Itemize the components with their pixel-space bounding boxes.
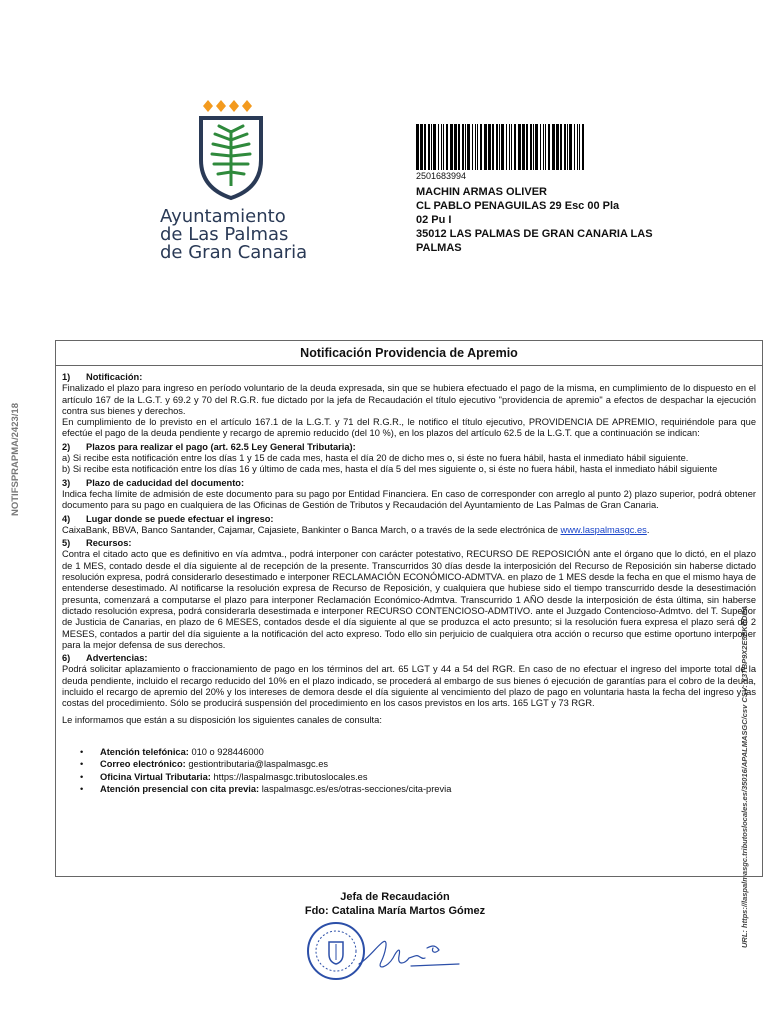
barcode-bar: [518, 124, 521, 170]
barcode-bar: [579, 124, 580, 170]
notification-title: Notificación Providencia de Apremio: [56, 341, 762, 366]
barcode-bar: [443, 124, 444, 170]
barcode-bar: [488, 124, 491, 170]
barcode-bar: [530, 124, 532, 170]
barcode-bar: [548, 124, 550, 170]
signer-role: Jefa de Recaudación: [340, 891, 450, 903]
logo-wordmark: [160, 208, 310, 262]
signer-name: Fdo: Catalina María Martos Gómez: [304, 905, 486, 917]
barcode-bar: [556, 124, 559, 170]
barcode-bar: [535, 124, 538, 170]
barcode-bar: [560, 124, 562, 170]
barcode-bar: [428, 124, 430, 170]
signature-block: [0, 890, 768, 918]
barcode-bar: [545, 124, 546, 170]
barcode-bar: [540, 124, 541, 170]
channel-email: • Correo electrónico: gestiontributaria@laspalmasgc.es: [80, 758, 756, 771]
barcode-bar: [514, 124, 516, 170]
barcode-bar: [472, 124, 473, 170]
barcode-bar: [441, 124, 442, 170]
barcode-bar: [462, 124, 464, 170]
channel-virtual-office: • Oficina Virtual Tributaria: https://laspalmasgc.tributoslocales.es: [80, 771, 756, 784]
barcode-bar: [582, 124, 584, 170]
barcode-bar: [501, 124, 504, 170]
barcode-bar: [454, 124, 457, 170]
address-unit: 02 Pu I: [416, 214, 452, 226]
channels-intro: Le informamos que están a su disposición los siguientes canales de consulta:: [62, 714, 382, 725]
recipient-name: MACHIN ARMAS OLIVER: [416, 186, 547, 198]
barcode-bar: [552, 124, 555, 170]
barcode-bar: [450, 124, 453, 170]
barcode-bar: [446, 124, 448, 170]
handwritten-signature-icon: [355, 928, 465, 978]
barcode-bar: [543, 124, 544, 170]
barcode-bar: [564, 124, 566, 170]
verification-url: URL: https://laspalmasgc.tributoslocales.es/35016/APALMASGC/csv CSV: Y3TBP9X2E5FKCDPA: [740, 605, 749, 948]
barcode-bar: [484, 124, 487, 170]
coat-of-arms-icon: [195, 98, 267, 202]
barcode-bar: [569, 124, 572, 170]
barcode: [416, 124, 588, 170]
channel-phone: • Atención telefónica: 010 o 928446000: [80, 746, 756, 759]
section-2-item-a: a) Si recibe esta notificación entre los días 1 y 15 de cada mes, hasta el día 20 de dicho mes o, si éste no fuera hábil, hasta el inmediato hábil siguiente.: [62, 453, 689, 464]
barcode-bar: [526, 124, 528, 170]
ayuntamiento-logo: [160, 98, 308, 268]
address-city-2: PALMAS: [416, 242, 462, 254]
barcode-bar: [431, 124, 432, 170]
barcode-bar: [492, 124, 494, 170]
address-street: CL PABLO PENAGUILAS 29 Esc 00 Pla: [416, 200, 620, 212]
barcode-bar: [480, 124, 482, 170]
barcode-bar: [420, 124, 423, 170]
section-6-paragraph: Podrá solicitar aplazamiento o fraccionamiento de pago en los términos del art. 65 LGT y 44 a 54 del RGR. En caso de no efectuar el ingreso del importe total de la deuda pendiente, incluido el recargo reducido del 10% en el plazo indicado, se procederá al embargo de sus bienes ó ejecución de garantías para el cobro de la deuda, incluido el recargo de apremio del 20% y los intereses de demora desde el día siguiente al vencimiento del plazo de pago en voluntaria hasta la fecha del ingreso y las costas del procedimiento. Sólo se producirá suspensión del procedimiento en los casos previstos en los arts. 165 LGT y 73 RGR.: [62, 664, 756, 709]
section-3-title: 3) Plazo de caducidad del documento:: [62, 477, 245, 488]
barcode-bar: [522, 124, 525, 170]
section-2-item-b: b) Si recibe esta notificación entre los días 16 y último de cada mes, hasta el día 5 del mes siguiente o, si éste no fuera hábil, hasta el inmediato hábil siguiente: [62, 464, 718, 475]
section-1-title: 1) Notificación:: [62, 372, 143, 382]
barcode-bar: [477, 124, 478, 170]
barcode-bar: [465, 124, 466, 170]
barcode-bar: [577, 124, 578, 170]
barcode-bar: [574, 124, 575, 170]
logo-line-2: de Las Palmas: [160, 224, 289, 245]
barcode-number: 2501683994: [416, 171, 467, 181]
sede-electronica-link[interactable]: www.laspalmasgc.es: [560, 524, 647, 535]
barcode-bar: [467, 124, 470, 170]
barcode-bar: [433, 124, 436, 170]
barcode-bar: [533, 124, 534, 170]
barcode-bar: [511, 124, 512, 170]
barcode-bar: [424, 124, 426, 170]
logo-line-3: de Gran Canaria: [160, 242, 308, 263]
channel-appointment: • Atención presencial con cita previa: laspalmasgc.es/es/otras-secciones/cita-previa: [80, 783, 756, 796]
section-6-title: 6) Advertencias:: [62, 653, 148, 664]
barcode-bar: [499, 124, 500, 170]
section-3-paragraph: Indica fecha límite de admisión de este documento para su pago por Entidad Financiera. En caso de corresponder con arreglo al punto 2) plazo superior, podrá obtener documento para su pago en cualquiera de las Oficinas de Gestión de Tributos y Recaudación del Ayuntamiento de Las Palmas de Gran Canaria.: [62, 488, 756, 511]
section-2-title: 2) Plazos para realizar el pago (art. 62.5 Ley General Tributaria):: [62, 441, 356, 452]
recipient-address: [416, 185, 676, 255]
section-1-paragraph-2: En cumplimiento de lo previsto en el artículo 167.1 de la L.G.T. y 71 del R.G.R., le notifico el título ejecutivo, PROVIDENCIA DE APREMIO, requiriéndole para que efectúe el pago de la deuda pendiente y recargo de apremio reducido (del 10 %), en los plazos del artículo 62.5 de la L.G.T. que a continuación se indican:: [62, 417, 756, 439]
barcode-bar: [496, 124, 498, 170]
barcode-bar: [416, 124, 419, 170]
section-4-title: 4) Lugar donde se puede efectuar el ingreso:: [62, 513, 274, 524]
contact-channels-list: [62, 746, 756, 796]
barcode-bar: [475, 124, 476, 170]
barcode-bar: [509, 124, 510, 170]
section-1-paragraph-1: Finalizado el plazo para ingreso en período voluntario de la deuda expresada, sin que se hubiera efectuado el pago de la misma, en cumplimiento de lo dispuesto en el artículo 167 de la L.G.T. y 69.2 y 70 del R.G.R. fue dictado por la jefa de Recaudación el título ejecutivo "providencia de apremio" a efectos de despachar la ejecución contra sus bienes y derechos.: [62, 383, 756, 416]
barcode-bar: [458, 124, 460, 170]
barcode-bar: [506, 124, 507, 170]
address-city: 35012 LAS PALMAS DE GRAN CANARIA LAS: [416, 228, 653, 240]
section-5-title: 5) Recursos:: [62, 538, 132, 549]
notification-box: [55, 340, 763, 877]
section-4-paragraph: CaixaBank, BBVA, Banco Santander, Cajamar, Cajasiete, Bankinter o Banca March, o a través de la sede electrónica de www.laspalmasgc.es.: [62, 524, 650, 535]
section-5-paragraph: Contra el citado acto que es definitivo en vía admtva., podrá interponer con carácter potestativo, RECURSO DE REPOSICIÓN ante el órgano que lo dictó, en el plazo de 1 MES, contado desde el día siguiente al de recepción de la presente. Transcurridos 30 días desde la interposición del Recurso de Reposición sin haberse dictado resolución expresa, podrá considerarlo desestimado e interponer RECLAMACIÓN ECONÓMICO-ADMTVA. en plazo de 1 MES desde la fecha en que el mismo haya de entenderse desestimado. Al notificarse la resolución expresa de Recurso de Reposición, y cualquiera que hubiese sido el tiempo transcurrido desde la desestimación presunta, comenzará a computarse el plazo para interponer Reclamación Económico-Admtva. Transcurrido 1 AÑO desde la interposición de ésta última, sin haberse dictado resolución expresa, podrá considerarla desestimada e interponer RECURSO CONTENCIOSO-ADMTIVO. ante el Juzgado Contencioso-Admtvo. del T. Superior de Justicia de Canarias, en plazo de 6 MESES, contados desde el día siguiente al que se produzca el acto presunto; si la resolución fuera expresa el plazo será de 2 MESES, contados a partir del día siguiente a la notificación del acto expreso. Todo ello sin perjuicio de cualquiera otra acción o recurso que estime oportuno interponer para la mejor defensa de sus derechos.: [62, 549, 756, 650]
logo-line-1: Ayuntamiento: [160, 206, 286, 227]
barcode-bar: [438, 124, 439, 170]
notification-content: [56, 366, 762, 796]
barcode-bar: [567, 124, 568, 170]
document-reference: NOTIFSPRAPMA/2423/18: [10, 403, 21, 516]
